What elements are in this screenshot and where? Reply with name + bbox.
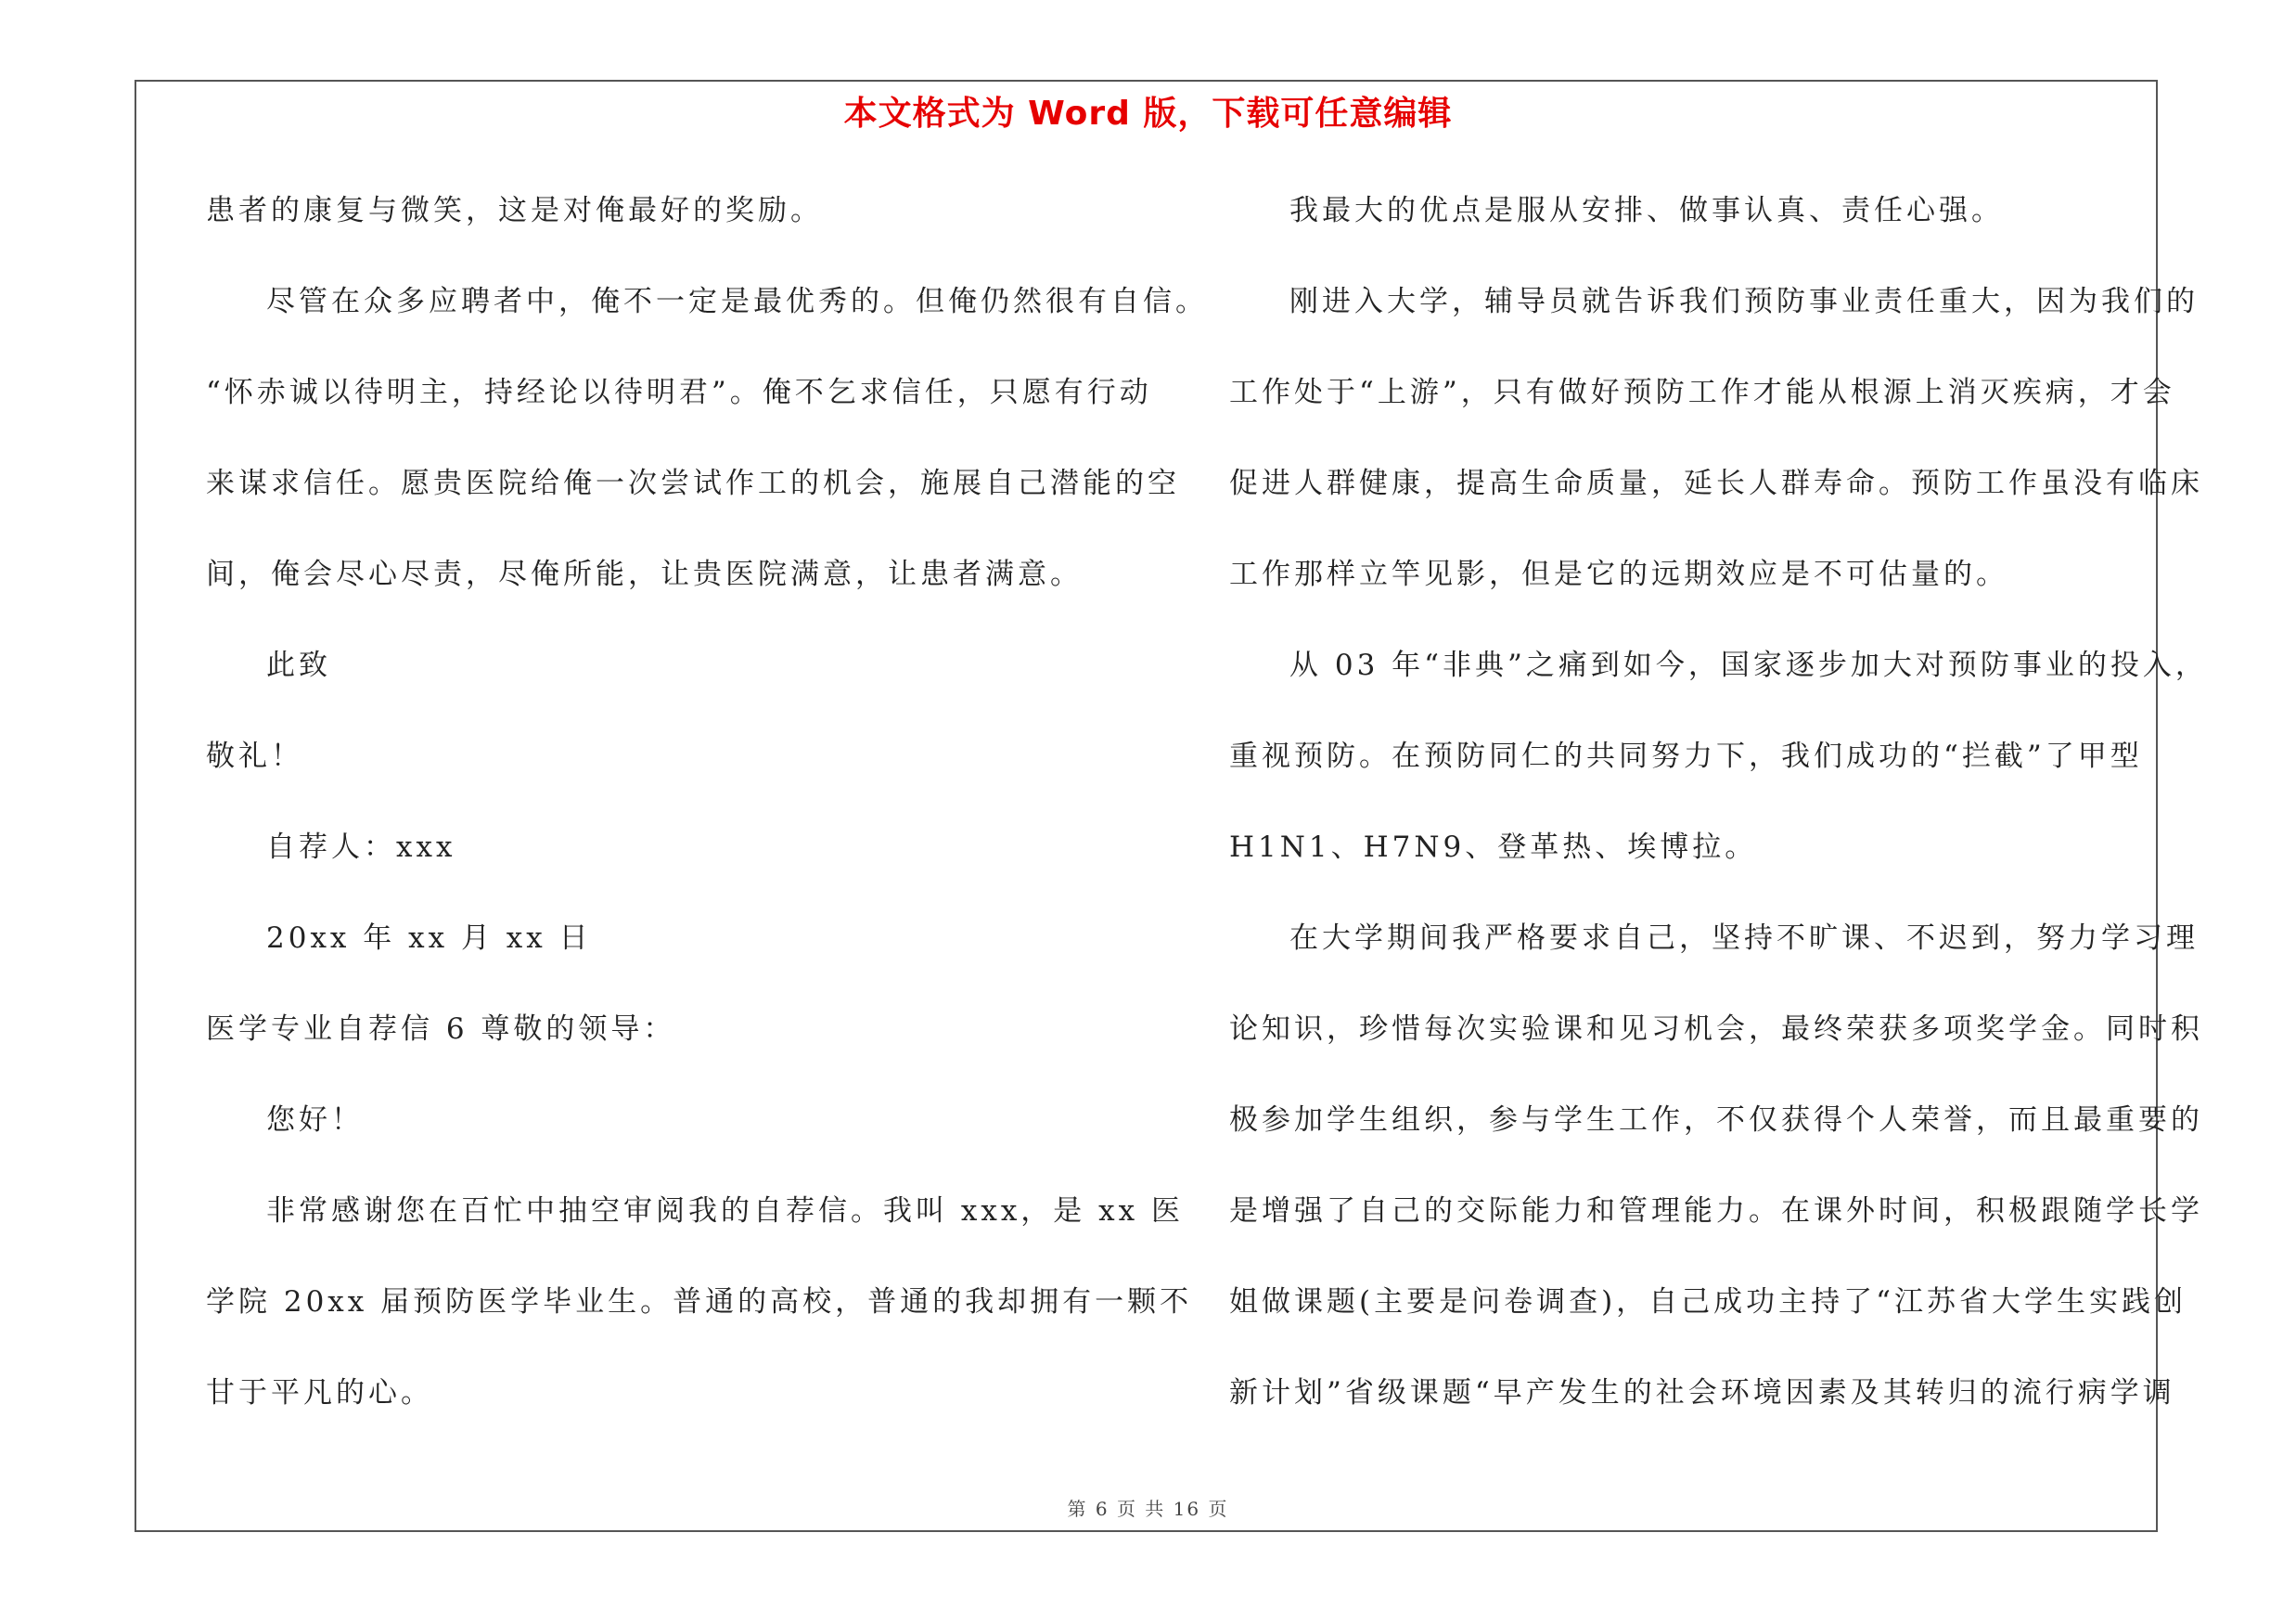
text-line: 您好！ [266,1103,364,1137]
text-line: 非常感谢您在百忙中抽空审阅我的自荐信。我叫 xxx，是 xx 医 [266,1194,1184,1228]
page-footer: 第 6 页 共 16 页 [1067,1498,1229,1520]
text-line: 自荐人：xxx [266,831,456,864]
left-text-column [206,186,1208,1459]
format-banner: 本文格式为 Word 版，下载可任意编辑 [843,95,1453,133]
text-line: “怀赤诚以待明主，持经论以待明君”。俺不乞求信任，只愿有行动 [206,376,1152,409]
text-line: 20xx 年 xx 月 xx 日 [266,921,592,955]
text-line: 刚进入大学，辅导员就告诉我们预防事业责任重大，因为我们的 [1289,285,2199,318]
right-text-column [1229,186,2208,1459]
text-line: 患者的康复与微笑，这是对俺最好的奖励。 [206,194,823,227]
text-line: 新计划”省级课题“早产发生的社会环境因素及其转归的流行病学调 [1229,1376,2175,1410]
text-line: 间，俺会尽心尽责，尽俺所能，让贵医院满意，让患者满意。 [206,558,1083,591]
text-line: 极参加学生组织，参与学生工作，不仅获得个人荣誉，而且最重要的 [1229,1103,2203,1137]
text-line: H1N1、H7N9、登革热、埃博拉。 [1229,831,1758,864]
text-line: 来谋求信任。愿贵医院给俺一次尝试作工的机会，施展自己潜能的空 [206,467,1180,500]
text-line: 学院 20xx 届预防医学毕业生。普通的高校，普通的我却拥有一颗不 [206,1285,1193,1319]
text-line: 在大学期间我严格要求自己，坚持不旷课、不迟到，努力学习理 [1289,921,2199,955]
text-line: 医学专业自荐信 6 尊敬的领导： [206,1012,676,1046]
text-line: 重视预防。在预防同仁的共同努力下，我们成功的“拦截”了甲型 [1229,740,2143,773]
text-line: 尽管在众多应聘者中，俺不一定是最优秀的。但俺仍然很有自信。 [266,285,1208,318]
text-line: 我最大的优点是服从安排、做事认真、责任心强。 [1289,194,2004,227]
text-line: 姐做课题(主要是问卷调查)，自己成功主持了“江苏省大学生实践创 [1229,1285,2187,1319]
text-line: 从 03 年“非典”之痛到如今，国家逐步加大对预防事业的投入， [1289,649,2208,682]
text-line: 促进人群健康，提高生命质量，延长人群寿命。预防工作虽没有临床 [1229,467,2203,500]
text-line: 论知识，珍惜每次实验课和见习机会，最终荣获多项奖学金。同时积 [1229,1012,2203,1046]
text-line: 此致 [266,649,331,682]
text-line: 工作处于“上游”，只有做好预防工作才能从根源上消灭疾病，才会 [1229,376,2175,409]
text-line: 工作那样立竿见影，但是它的远期效应是不可估量的。 [1229,558,2008,591]
text-line: 甘于平凡的心。 [206,1376,433,1410]
text-line: 敬礼！ [206,740,303,773]
text-line: 是增强了自己的交际能力和管理能力。在课外时间，积极跟随学长学 [1229,1194,2203,1228]
